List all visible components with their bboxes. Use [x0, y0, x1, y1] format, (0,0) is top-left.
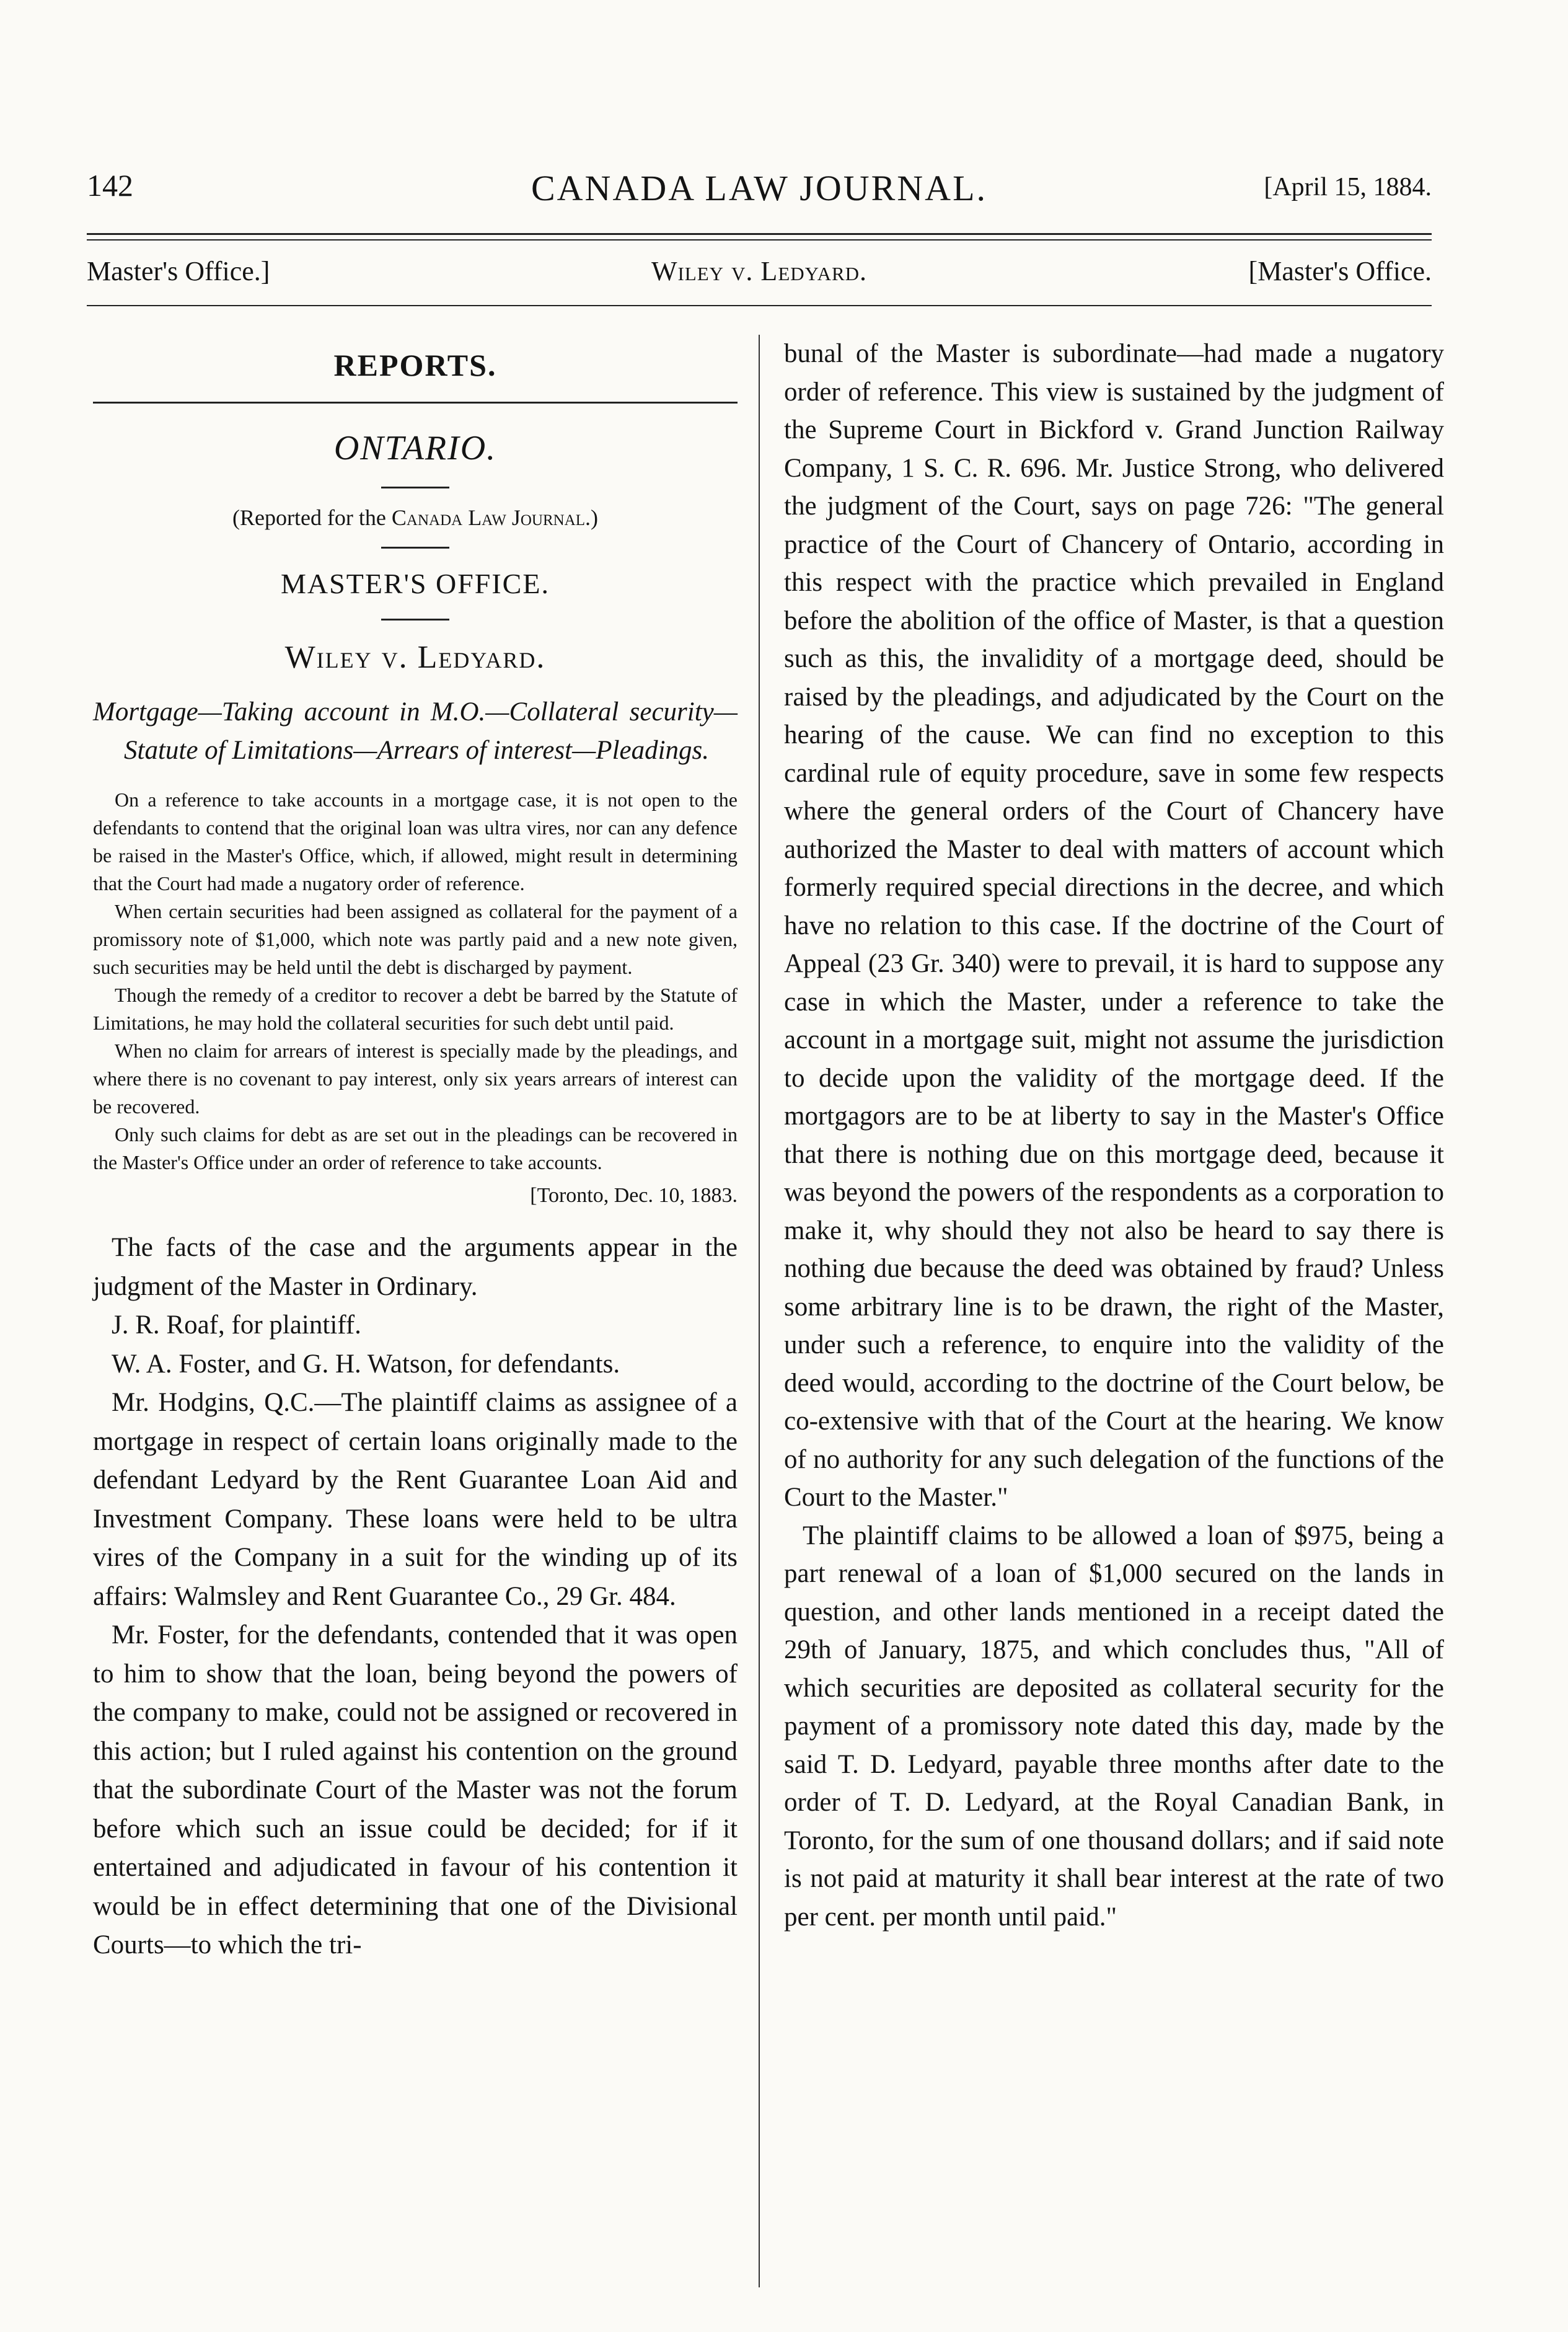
province-heading: ONTARIO. — [333, 429, 497, 467]
headnote-paragraph: When certain securities had been assigned as collateral for the payment of a promissory note of $1,000, which note was partly paid and a new note given, such securities may be held until the debt is discharged by payment. — [93, 900, 738, 978]
reported-for-line — [93, 505, 738, 531]
case-title: Wiley v. Ledyard. — [284, 640, 546, 675]
reported-journal: Canada Law Journal. — [391, 505, 591, 530]
body-paragraph: The facts of the case and the arguments appear in the judgment of the Master in Ordinary. — [93, 1233, 738, 1301]
short-rule — [381, 487, 449, 488]
reported-suffix: ) — [591, 505, 598, 530]
journal-title: CANADA LAW JOURNAL. — [531, 168, 987, 208]
headnote-paragraph: When no claim for arrears of interest is specially made by the pleadings, and where there is no covenant to pay interest, only six years arrears of interest can be recovered. — [93, 1040, 738, 1118]
body-paragraph: The plaintiff claims to be allowed a loan of $975, being a part renewal of a loan of $1,000 secured on the lands in question, and other lands mentioned in a receipt dated the 29th of January, 1875, and which concludes thus, "All of which securities are deposited as collateral security for the payment of a promissory note dated this day, made by the said T. D. Ledyard, payable three months after date to the order of T. D. Ledyard, at the Royal Canadian Bank, in Toronto, for the sum of one thousand dollars; and if said note is not paid at maturity it shall bear interest at the rate of two per cent. per month until paid." — [784, 1521, 1444, 1932]
case-running-head — [87, 255, 1432, 293]
page-number: 142 — [87, 168, 133, 203]
short-rule — [381, 619, 449, 621]
body-paragraph: Mr. Hodgins, Q.C.—The plaintiff claims as assignee of a mortgage in respect of certain loans originally made to the defendant Ledyard by the Rent Guarantee Loan Aid and Investment Company. These loans were held to be ultra vires of the Company in a suit for the winding up of its affairs: Walmsley and Rent Guarantee Co., 29 Gr. 484. — [93, 1388, 738, 1611]
body-paragraph: Mr. Foster, for the defendants, contended that it was open to him to show that the loan, being beyond the powers of the company to make, could not be assigned or recovered in this action; but I ruled against his contention on the ground that the subordinate Court of the Master was not the forum before which such an issue could be decided; for if it entertained and adjudicated in favour of his contention it would be in effect determining that one of the Divisional Courts—to which the tri- — [93, 1620, 738, 1959]
section-rule — [93, 402, 738, 404]
left-column — [93, 335, 738, 1965]
body-paragraph: bunal of the Master is subordinate—had made a nugatory order of reference. This view is sustained by the judgment of the Supreme Court in Bickford v. Grand Junction Railway Company, 1 S. C. R. 696. Mr. Justice Strong, who delivered the judgment of the Court, says on page 726: "The general practice of the Court of Chancery of Ontario, according in this respect with the practice which prevailed in England before the abolition of the office of Master, is that a question such as this, the invalidity of a mortgage deed, should be raised by the pleadings, and adjudicated by the Court on the hearing of the cause. We can find no exception to this cardinal rule of equity procedure, save in some few respects where the general orders of the Court of Chancery have authorized the Master to deal with matters of account which formerly required special directions in the decree, and which have no relation to this case. If the doctrine of the Court of Appeal (23 Gr. 340) were to prevail, it is hard to suppose any case in which the Master, under a reference to take the account in a mortgage suit, might not assume the jurisdiction to decide upon the validity of the mortgage deed. If the mortgagors are to be at liberty to say in the Master's Office that there is nothing due on this mortgage deed, because it was beyond the powers of the respondents as a corporation to make it, why should they not also be heard to say there is nothing due because the deed was obtained by fraud? Unless some arbitrary line is to be drawn, the right of the Master, under such a reference, to enquire into the validity of the deed would, according to the doctrine of the Court below, be co-extensive with that of the Court at the hearing. We know of no authority for any such delegation of the functions of the Court to the Master." — [784, 339, 1444, 1512]
running-head — [87, 167, 1432, 217]
headnote-paragraph: On a reference to take accounts in a mortgage case, it is not open to the defendants to contend that the original loan was ultra vires, nor can any defence be raised in the Master's Office, which, if allowed, might result in determining that the Court had made a nugatory order of reference. — [93, 788, 738, 894]
judgment-text-left — [93, 1229, 738, 1965]
headnotes — [93, 786, 738, 1177]
reported-prefix: (Reported for the — [232, 505, 392, 530]
headnote-paragraph: Though the remedy of a creditor to recover a debt be barred by the Statute of Limitations, he may hold the collateral securities for such debt until paid. — [93, 984, 738, 1034]
dateline: [Toronto, Dec. 10, 1883. — [530, 1184, 738, 1207]
column-divider — [759, 335, 760, 2287]
right-column — [784, 335, 1444, 1936]
case-head-center: Wiley v. Ledyard. — [651, 256, 868, 286]
counsel-line: W. A. Foster, and G. H. Watson, for defendants. — [112, 1349, 620, 1379]
section-heading: REPORTS. — [333, 348, 497, 382]
judgment-text-right — [784, 335, 1444, 1936]
counsel-line: J. R. Roaf, for plaintiff. — [112, 1310, 361, 1340]
issue-date: [April 15, 1884. — [1264, 173, 1432, 201]
court-heading: MASTER'S OFFICE. — [281, 568, 550, 599]
case-head-left: Master's Office.] — [87, 256, 270, 286]
header-rule-top — [87, 233, 1432, 235]
header-rule-bottom — [87, 239, 1432, 241]
headnote-paragraph: Only such claims for debt as are set out in the pleadings can be recovered in the Master's Office under an order of reference to take accounts. — [93, 1123, 738, 1173]
short-rule — [381, 547, 449, 549]
catchwords: Mortgage—Taking account in M.O.—Collateral security—Statute of Limitations—Arrears of interest—Pleadings. — [93, 697, 738, 765]
case-head-rule — [87, 305, 1432, 306]
case-head-right: [Master's Office. — [1248, 256, 1432, 286]
